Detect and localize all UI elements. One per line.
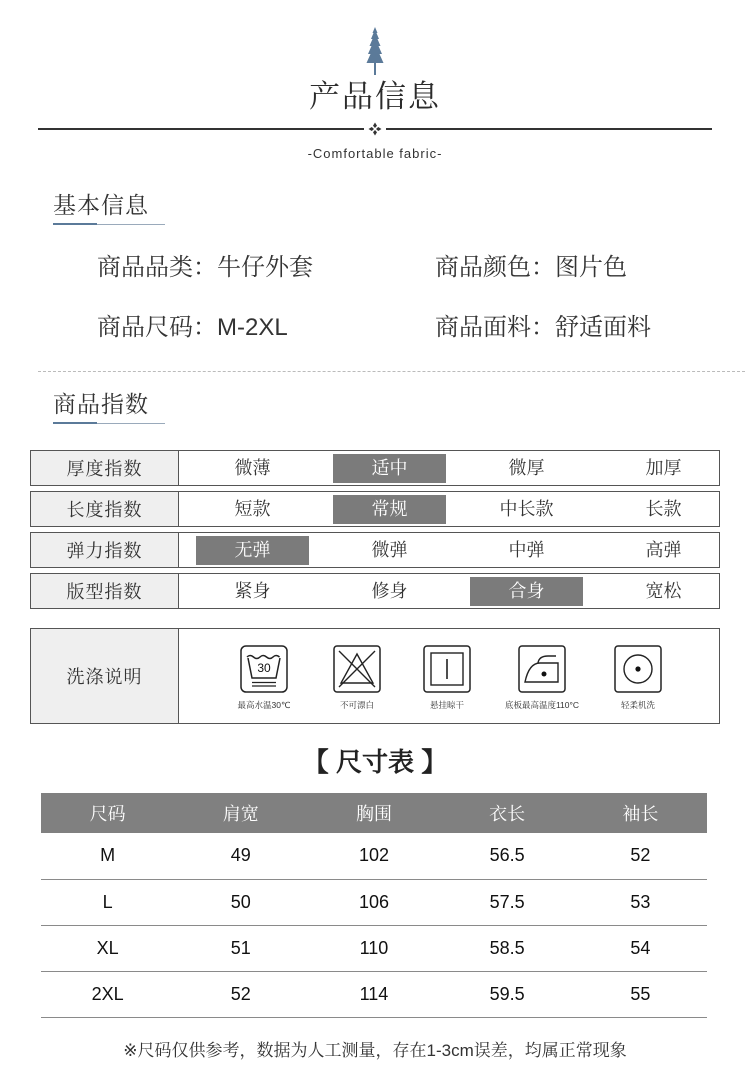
wash-item	[214, 629, 314, 723]
index-option	[321, 574, 458, 608]
index-label: 弹力指数	[31, 533, 179, 567]
washing-label: 洗涤说明	[31, 629, 179, 723]
index-option	[458, 451, 595, 485]
index-option-label: 加厚	[645, 457, 682, 478]
index-option-label: 宽松	[645, 580, 682, 601]
cell-length: 56.5	[441, 833, 574, 879]
index-option-label: 高弹	[645, 539, 682, 560]
page-title: 产品信息	[309, 79, 441, 114]
wash-temp-number: 30	[257, 661, 271, 675]
index-option-label: 长款	[645, 498, 682, 519]
info-size	[97, 312, 288, 344]
title-rule-right	[386, 128, 712, 130]
info-fabric	[435, 312, 651, 344]
gentle-machine-wash-icon	[614, 645, 662, 693]
index-option-label: 中弹	[508, 539, 545, 560]
section-heading-product-index: 商品指数	[53, 391, 149, 417]
index-option-label: 常规	[333, 495, 446, 524]
wash-caption: 最高水温30℃	[237, 700, 291, 710]
cell-sleeve-length: 52	[574, 833, 707, 879]
info-label: 商品尺码：	[97, 314, 217, 341]
section-underline	[53, 422, 165, 424]
index-options	[179, 574, 732, 608]
index-option	[321, 533, 458, 567]
pine-tree-icon	[365, 27, 385, 75]
info-label: 商品颜色：	[435, 254, 555, 281]
cell-sleeve-length: 53	[574, 879, 707, 925]
iron-low-heat-icon	[518, 645, 566, 693]
index-options	[179, 492, 732, 526]
size-table-title: 【 尺寸表 】	[302, 747, 448, 777]
cell-length: 57.5	[441, 879, 574, 925]
index-option	[184, 451, 321, 485]
hang-dry-icon	[423, 645, 471, 693]
wash-item	[307, 629, 407, 723]
index-label: 厚度指数	[31, 451, 179, 485]
do-not-bleach-icon	[333, 645, 381, 693]
underline-accent	[53, 223, 97, 225]
index-option	[184, 533, 321, 567]
table-row	[41, 879, 707, 925]
index-option-label: 无弹	[196, 536, 309, 565]
underline-rest	[97, 423, 165, 424]
index-label: 长度指数	[31, 492, 179, 526]
index-option-label: 微厚	[508, 457, 545, 478]
index-options	[179, 451, 732, 485]
index-option	[595, 492, 732, 526]
header-length: 衣长	[441, 793, 574, 833]
index-option	[184, 574, 321, 608]
info-label: 商品品类：	[97, 254, 217, 281]
index-option-label: 适中	[333, 454, 446, 483]
index-row-length	[30, 491, 720, 527]
cell-shoulder-width: 52	[174, 971, 307, 1017]
info-value: 舒适面料	[555, 314, 651, 341]
cell-chest: 110	[307, 925, 440, 971]
header-size: 尺码	[41, 793, 174, 833]
underline-accent	[53, 422, 97, 424]
size-table	[41, 793, 707, 1018]
table-row	[41, 833, 707, 879]
info-color	[435, 252, 627, 284]
cell-size: XL	[41, 925, 174, 971]
index-option	[458, 492, 595, 526]
cell-size: L	[41, 879, 174, 925]
index-option	[595, 451, 732, 485]
cell-size: M	[41, 833, 174, 879]
header-sleeve-length: 袖长	[574, 793, 707, 833]
index-option-label: 合身	[470, 577, 583, 606]
cell-chest: 114	[307, 971, 440, 1017]
info-value: 牛仔外套	[217, 254, 313, 281]
table-row	[41, 971, 707, 1017]
index-row-fit	[30, 573, 720, 609]
index-row-thickness	[30, 450, 720, 486]
index-option-label: 微薄	[234, 457, 271, 478]
index-option	[458, 533, 595, 567]
index-option-label: 修身	[371, 580, 408, 601]
cell-shoulder-width: 50	[174, 879, 307, 925]
index-option	[321, 492, 458, 526]
index-option-label: 中长款	[499, 498, 554, 519]
index-option-label: 紧身	[234, 580, 271, 601]
cell-chest: 106	[307, 879, 440, 925]
wash-item	[397, 629, 497, 723]
index-row-elasticity	[30, 532, 720, 568]
wash-caption: 悬挂晾干	[429, 700, 464, 710]
info-value: 图片色	[555, 254, 627, 281]
index-label: 版型指数	[31, 574, 179, 608]
index-option-label: 短款	[234, 498, 271, 519]
ornament-icon	[368, 122, 382, 136]
index-option	[595, 533, 732, 567]
page-subtitle: -Comfortable fabric-	[307, 146, 443, 161]
cell-size: 2XL	[41, 971, 174, 1017]
underline-rest	[97, 224, 165, 225]
index-option	[184, 492, 321, 526]
size-disclaimer: ※尺码仅供参考，数据为人工测量，存在1-3cm误差，均属正常现象	[123, 1041, 627, 1060]
dashed-divider	[38, 371, 745, 372]
section-underline	[53, 223, 165, 225]
wash-caption: 不可漂白	[339, 700, 374, 710]
cell-chest: 102	[307, 833, 440, 879]
index-option-label: 微弹	[371, 539, 408, 560]
wash-item	[588, 629, 688, 723]
info-value: M-2XL	[217, 314, 288, 341]
cell-shoulder-width: 49	[174, 833, 307, 879]
wash-tub-30-icon	[240, 645, 288, 693]
info-category	[97, 252, 313, 284]
title-rule-left	[38, 128, 364, 130]
index-options	[179, 533, 732, 567]
wash-item	[492, 629, 592, 723]
washing-instructions	[30, 628, 720, 724]
cell-shoulder-width: 51	[174, 925, 307, 971]
wash-caption: 轻柔机洗	[620, 700, 655, 710]
index-option	[321, 451, 458, 485]
index-option	[595, 574, 732, 608]
info-label: 商品面料：	[435, 314, 555, 341]
header-shoulder-width: 肩宽	[174, 793, 307, 833]
cell-length: 59.5	[441, 971, 574, 1017]
header-chest: 胸围	[307, 793, 440, 833]
table-row	[41, 925, 707, 971]
wash-caption: 底板最高温度110°C	[504, 700, 580, 710]
section-heading-basic-info: 基本信息	[53, 192, 149, 218]
cell-sleeve-length: 54	[574, 925, 707, 971]
size-table-header-row	[41, 793, 707, 833]
index-option	[458, 574, 595, 608]
cell-length: 58.5	[441, 925, 574, 971]
cell-sleeve-length: 55	[574, 971, 707, 1017]
